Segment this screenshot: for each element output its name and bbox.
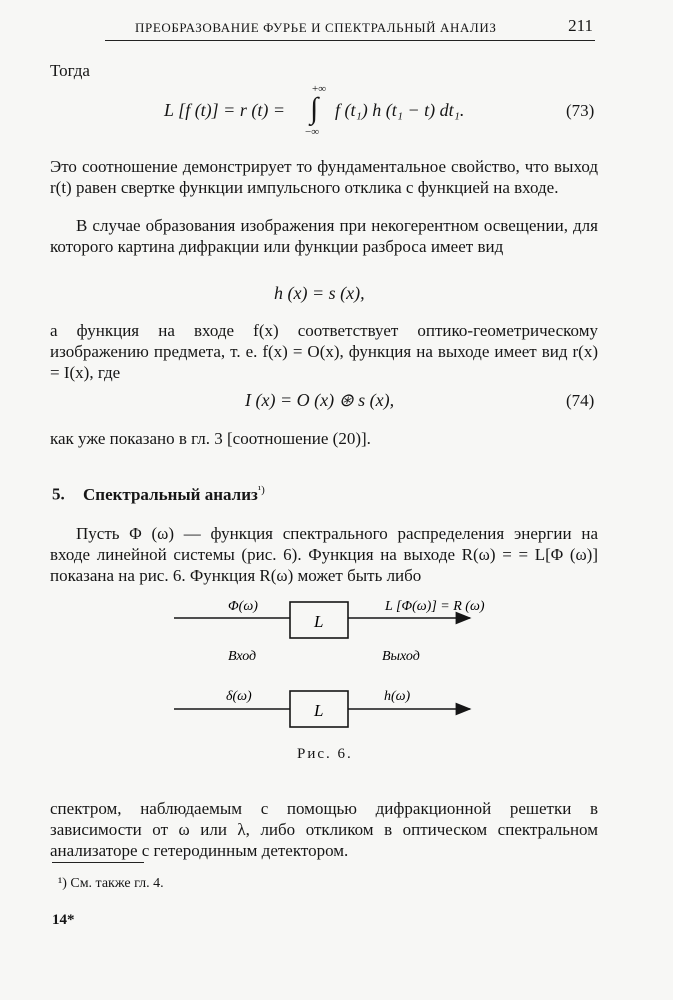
paragraph-6: спектром, наблюдаемым с помощью дифракционной решетки в зависимости от ω или λ, либо откликом в оптическом спектральном анализаторе с гетеродинным детектором. [50,799,598,860]
eq73-lhs: L [f (t)] = r (t) = [164,100,285,120]
eq73-lower-limit: −∞ [305,126,320,138]
footnote-rule [52,862,144,863]
eq73-rhs: f (t₁) h (t₁ − t) dt₁. [335,100,465,120]
equation-h: h (x) = s (x), [274,283,365,303]
figure-caption: Рис. 6. [297,746,353,762]
section-heading [52,484,265,505]
running-title: ПРЕОБРАЗОВАНИЕ ФУРЬЕ И СПЕКТРАЛЬНЫЙ АНАЛИЗ [135,20,497,35]
paragraph-togda: Тогда [50,61,90,80]
paragraph-2: В случае образования изображения при некогерентном освещении, для которого картина дифракции или функции разброса имеет вид [50,216,598,256]
section-number: 5. [52,484,65,504]
paragraph-3: а функция на входе f(x) соответствует оптико-геометрическому изображению предмета, т. е. f(x) = O(x), функция на выходе имеет вид r(x) = I(x), где [50,321,598,382]
section-title: Спектральный анализ [83,484,258,504]
input-caption: Вход [228,649,257,664]
eq74-formula: I (x) = O (x) ⊛ s (x), [245,390,395,410]
top-box-label: L [314,612,324,631]
section-footnote-mark: ¹) [257,484,265,496]
bottom-box-label: L [314,701,324,720]
top-output-label: L [Φ(ω)] = R (ω) [385,599,485,614]
paragraph-5: Пусть Φ (ω) — функция спектрального распределения энергии на входе линейной системы (рис. 6). Функция на выходе R(ω) = = L[Φ (ω)] показана на рис. 6. Функция R(ω) может быть либо [50,524,598,585]
page-number: 211 [568,16,593,35]
eq73-integral-sign: ∫ [310,92,319,125]
top-input-label: Φ(ω) [228,599,258,614]
eq73-number: (73) [566,101,595,120]
eq74-number: (74) [566,391,595,410]
bottom-input-label: δ(ω) [226,689,252,704]
bottom-output-label: h(ω) [384,689,411,704]
paragraph-1: Это соотношение демонстрирует то фундаментальное свойство, что выход r(t) равен свертке функции импульсного отклика с функцией на входе. [50,157,598,197]
signature-mark: 14* [52,912,75,928]
paragraph-4: как уже показано в гл. 3 [соотношение (20)]. [50,429,371,448]
figure-6-diagram [170,592,490,742]
eq73-upper-limit: +∞ [312,83,327,95]
footnote-text: ¹) См. также гл. 4. [58,876,164,891]
running-header [105,14,595,41]
output-caption: Выход [382,649,420,664]
